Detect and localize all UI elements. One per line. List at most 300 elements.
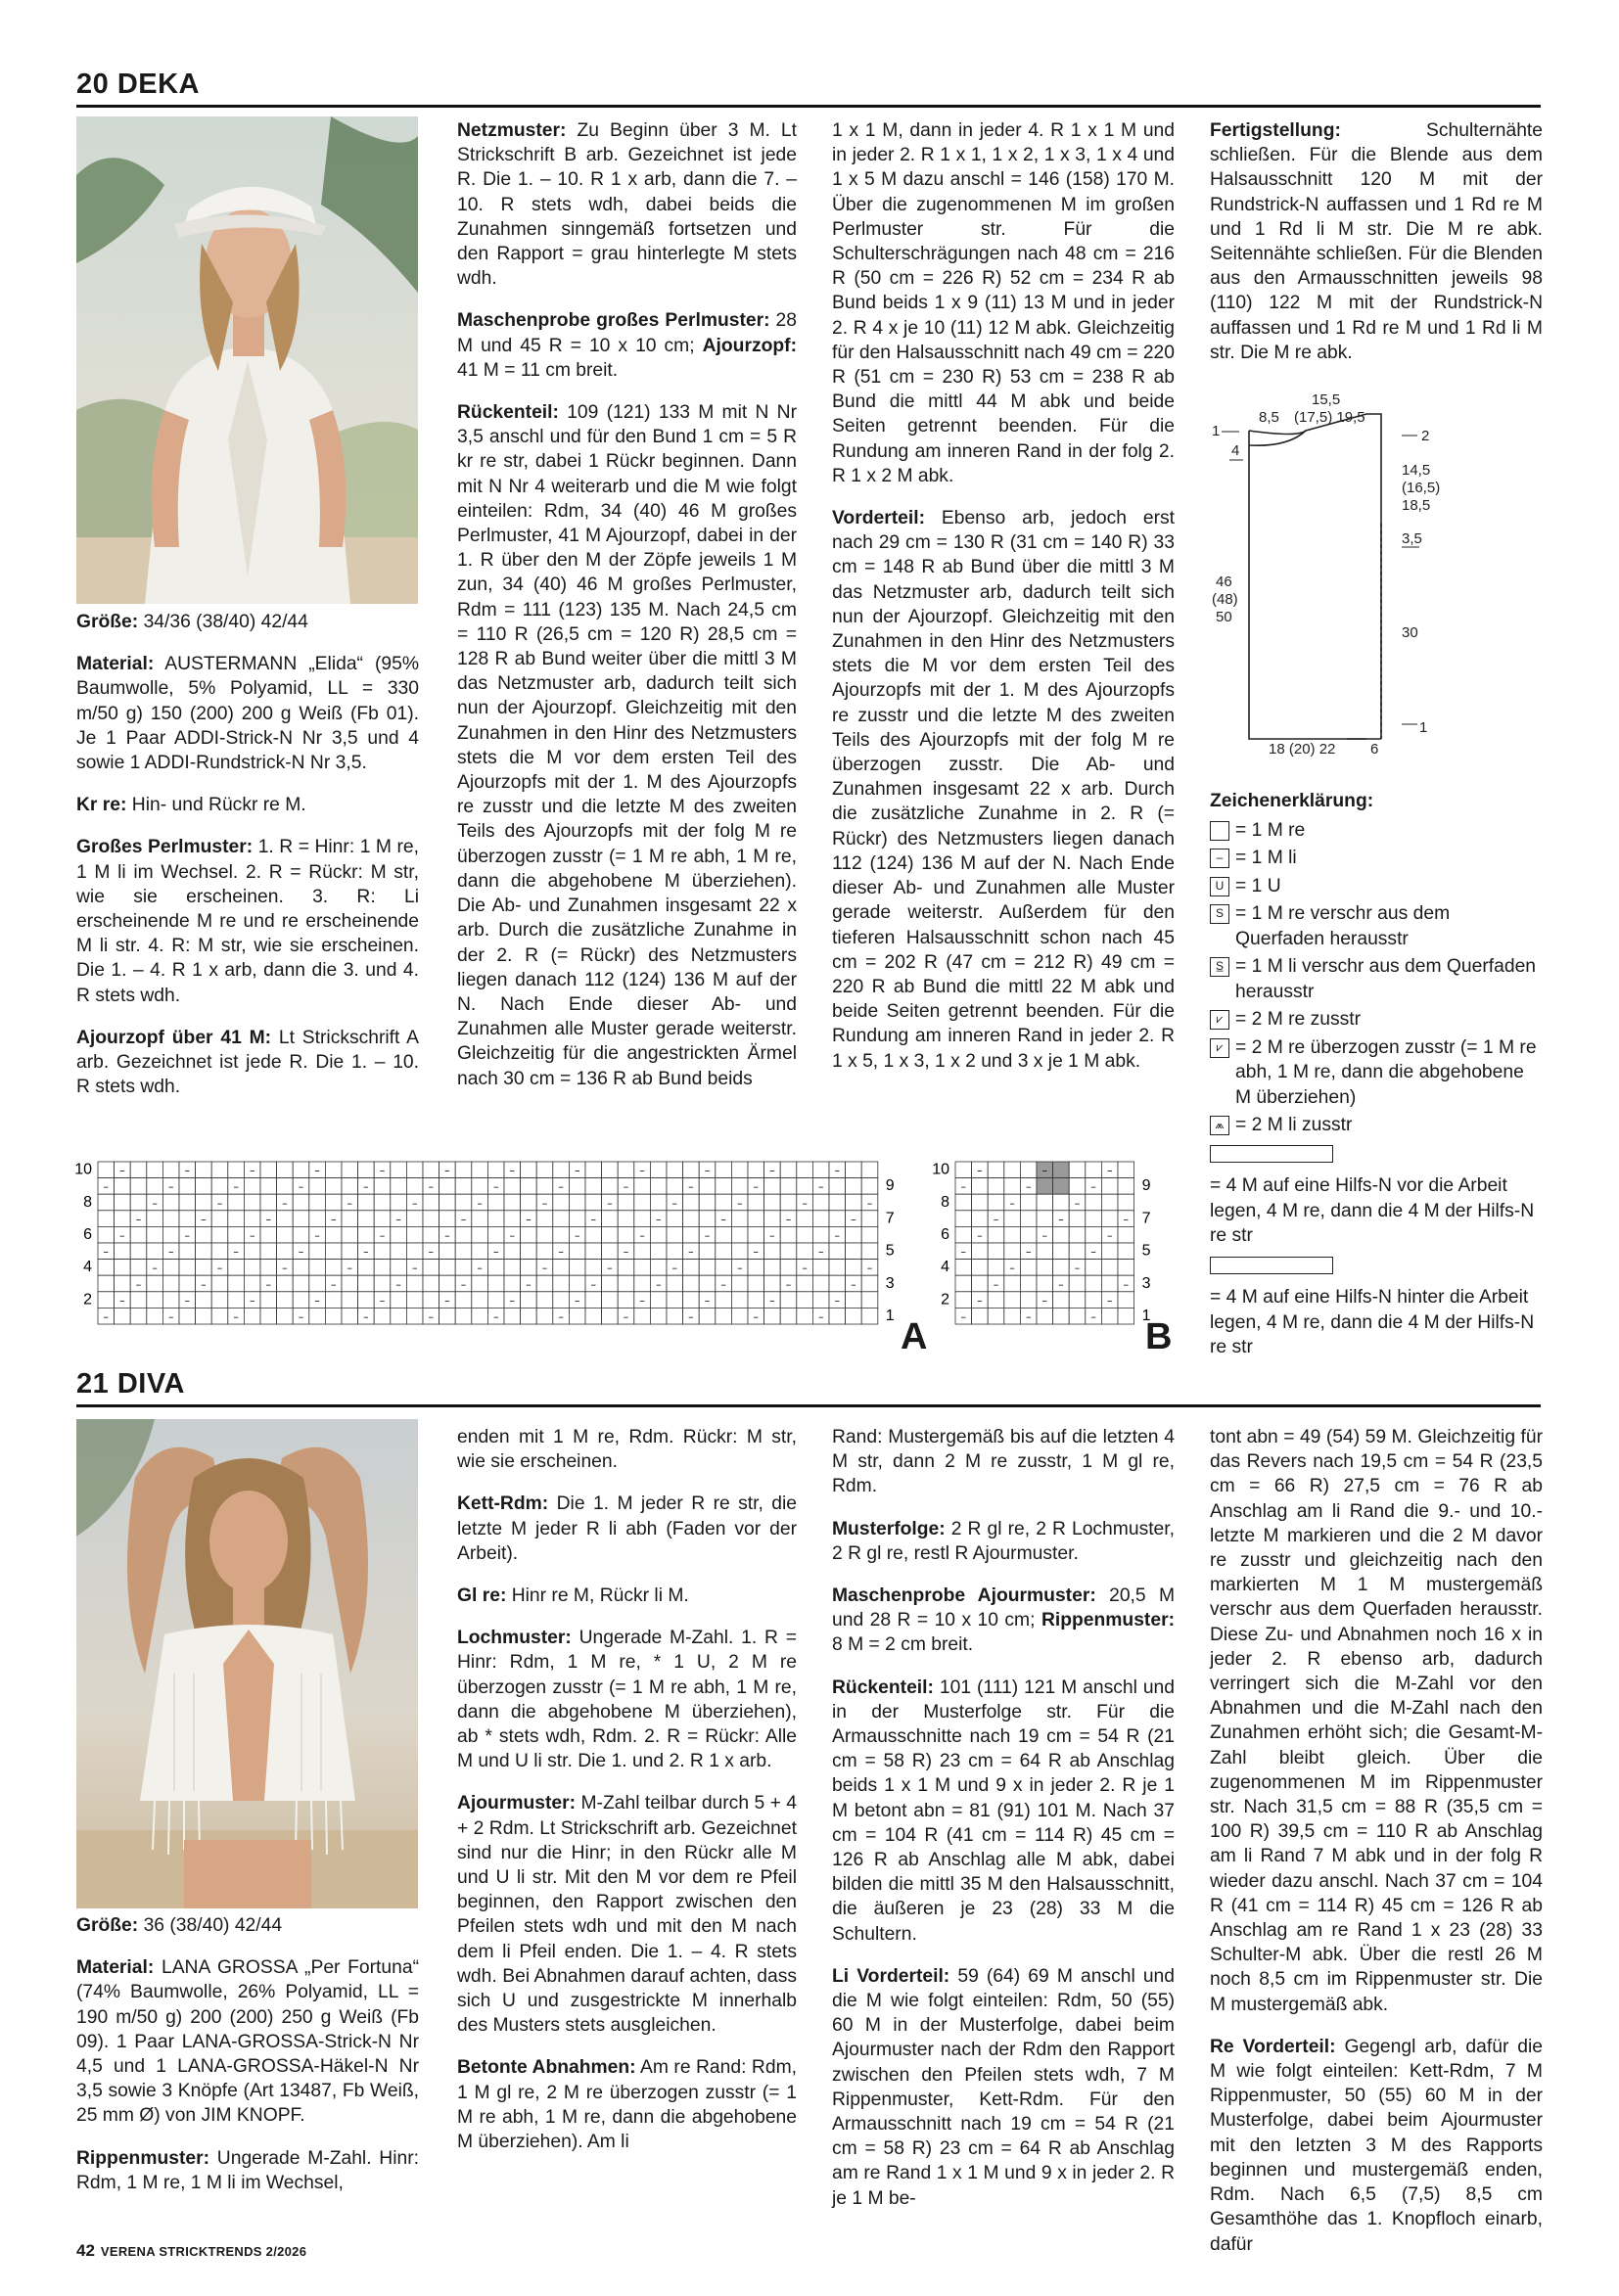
chart-cell xyxy=(358,1275,375,1292)
chart-stitch-symbol: – xyxy=(135,1213,142,1226)
cable-front-symbol-icon xyxy=(1210,1145,1333,1163)
chart-cell xyxy=(748,1292,764,1309)
chart-cell xyxy=(536,1308,553,1324)
chart-cell xyxy=(1020,1275,1037,1292)
chart-cell xyxy=(244,1178,260,1195)
chart-cell xyxy=(277,1243,294,1260)
chart-cell xyxy=(1086,1275,1102,1292)
chart-stitch-symbol: – xyxy=(639,1229,645,1242)
chart-cell xyxy=(342,1275,358,1292)
chart-stitch-symbol: – xyxy=(817,1245,824,1259)
chart-cell xyxy=(130,1308,147,1324)
chart-stitch-symbol: – xyxy=(817,1310,824,1323)
chart-cell xyxy=(731,1308,748,1324)
chart-stitch-symbol: – xyxy=(103,1245,110,1259)
legend-row-twisted-purl xyxy=(1210,954,1543,1004)
chart-stitch-symbol: – xyxy=(977,1229,983,1242)
chart-cell xyxy=(293,1292,309,1309)
chart-cell xyxy=(342,1162,358,1178)
chart-cell xyxy=(472,1243,488,1260)
chart-cell xyxy=(972,1178,989,1195)
chart-cell xyxy=(602,1178,619,1195)
chart-cell xyxy=(585,1178,602,1195)
chart-cell xyxy=(196,1292,212,1309)
chart-cell xyxy=(634,1260,651,1276)
chart-cell xyxy=(115,1308,131,1324)
chart-cell xyxy=(650,1308,667,1324)
livor2-value: tont abn = 49 (54) 59 M. Gleichzeitig für das Revers nach 19,5 cm = 54 R (23,5 cm = 66 R) 27,5 cm = 76 R ab Anschlag am li Rand die 9.- und 10.-letzte M markieren und die 2 M davor re zusstr und gleichzeitig nach den markierten M 1 M mustergemäß verschr aus dem Querfaden herausstr. Diese Zu- und Abnahmen noch 16 x in jeder 2. R ebenso arb, dadurch verringert sich die M-Zahl vor den Abnahmen und die M-Zahl nach den Zunahmen erhöht sich; die Gesamt-M-Zahl bleibt gleich. Über die zugenommenen M im Rippenmuster str. Nach 31,5 cm = 88 R (35,5 cm = 100 R) 39,5 cm = 110 R ab Anschlag am li Rand 7 M abk und in der folg R wieder dazu anschl. Nach 37 cm = 104 R (41 cm = 114 R) 45 cm = 126 R ab Anschlag am re Rand 1 x 23 (28) 33 Schulter-M abk. Über die restl 26 M noch 8,5 cm im Rippenmuster str. Die M mustergemäß abk. xyxy=(1210,1427,1543,2015)
chart-stitch-symbol: – xyxy=(201,1213,207,1226)
rippen-value: Ungerade M-Zahl. Hinr: Rdm, 1 M re, 1 M li im Wechsel, xyxy=(76,2147,419,2193)
chart-cell xyxy=(780,1243,797,1260)
chart-cell xyxy=(1069,1226,1086,1243)
chart-stitch-symbol: – xyxy=(720,1277,726,1291)
chart-cell xyxy=(406,1308,423,1324)
material-label: Material: xyxy=(76,1957,155,1979)
chart-stitch-symbol: – xyxy=(363,1245,369,1259)
chart-cell xyxy=(829,1275,846,1292)
chart-cell xyxy=(764,1260,781,1276)
chart-cell xyxy=(731,1162,748,1178)
chart-cell xyxy=(196,1243,212,1260)
chart-cell xyxy=(1037,1308,1053,1324)
diva-ajour xyxy=(457,1791,797,2038)
chart-cell xyxy=(585,1292,602,1309)
chart-cell xyxy=(1086,1226,1102,1243)
chart-cell xyxy=(211,1243,228,1260)
chart-stitch-symbol: – xyxy=(607,1262,613,1275)
chart-stitch-symbol: – xyxy=(314,1164,320,1177)
chart-cell xyxy=(667,1178,683,1195)
chart-stitch-symbol: – xyxy=(379,1164,386,1177)
chart-cell xyxy=(602,1226,619,1243)
chart-cell xyxy=(1069,1178,1086,1195)
diva-size xyxy=(76,1913,419,1938)
chart-cell xyxy=(780,1292,797,1309)
chart-stitch-symbol: – xyxy=(492,1245,499,1259)
chart-cell xyxy=(1101,1308,1118,1324)
chart-row-label-right: 3 xyxy=(885,1274,895,1292)
chart-cell xyxy=(569,1308,585,1324)
chart-cell xyxy=(196,1178,212,1195)
legend-row-cable-front xyxy=(1210,1141,1543,1249)
chart-cell xyxy=(988,1178,1004,1195)
chart-cell xyxy=(618,1292,634,1309)
chart-cell xyxy=(569,1260,585,1276)
chart-cell xyxy=(797,1162,813,1178)
chart-cell xyxy=(955,1162,972,1178)
chart-cell xyxy=(455,1194,472,1211)
chart-cell xyxy=(585,1162,602,1178)
chart-stitch-symbol: – xyxy=(655,1277,662,1291)
chart-cell xyxy=(553,1162,570,1178)
chart-cell xyxy=(260,1226,277,1243)
chart-cell xyxy=(585,1194,602,1211)
chart-cell xyxy=(260,1308,277,1324)
chart-cell xyxy=(472,1275,488,1292)
chart-stitch-symbol: – xyxy=(834,1294,841,1308)
chart-cell xyxy=(162,1292,179,1309)
chart-cell xyxy=(374,1194,391,1211)
photo-deka-image xyxy=(76,116,418,604)
chart-cell xyxy=(1118,1260,1134,1276)
twisted-knit-inc-symbol-icon: S xyxy=(1210,904,1229,924)
chart-cell xyxy=(260,1178,277,1195)
chart-cell xyxy=(196,1226,212,1243)
deka-ajour xyxy=(76,1026,419,1100)
chart-stitch-symbol: – xyxy=(574,1294,580,1308)
chart-cell xyxy=(955,1292,972,1309)
chart-stitch-symbol: – xyxy=(249,1229,255,1242)
chart-stitch-symbol: – xyxy=(558,1310,564,1323)
chart-cell xyxy=(162,1194,179,1211)
chart-stitch-symbol: – xyxy=(834,1229,841,1242)
chart-cell xyxy=(406,1211,423,1227)
chart-cell xyxy=(293,1194,309,1211)
vorder-label: Vorderteil: xyxy=(832,508,925,529)
fertig-value: Schulternähte schließen. Für die Blende aus dem Halsausschnitt 120 M mit der Rundstrick-N auffassen und 1 Rd re M und 1 Rd li M str. Die M re abk. Seitennähte schließen. Für die Blenden aus den Armausschnitten jeweils 98 (110) 122 M mit der Rundstrick-N auffassen und 1 Rd re M und 1 Rd li M str. Die M re abk. xyxy=(1210,120,1543,363)
diva-livor xyxy=(832,1964,1175,2211)
chart-cell xyxy=(147,1243,163,1260)
chart-cell xyxy=(487,1275,504,1292)
chart-cell xyxy=(406,1162,423,1178)
chart-cell xyxy=(487,1226,504,1243)
chart-stitch-symbol: – xyxy=(639,1294,645,1308)
chart-stitch-symbol: – xyxy=(184,1229,191,1242)
chart-stitch-symbol: – xyxy=(607,1196,613,1210)
chart-cell xyxy=(846,1194,862,1211)
chart-cell xyxy=(98,1275,115,1292)
chart-cell xyxy=(988,1292,1004,1309)
cable-back-symbol-icon xyxy=(1210,1257,1333,1274)
ruecken-value: 101 (111) 121 M anschl und in der Musterfolge str. Für die Armausschnitte nach 19 cm = 54 R (21 cm = 58 R) 23 cm = 64 R ab Anschlag beids 1 x 1 M und 9 x in jeder 2. R je 1 M betont abn = 81 (91) 101 M. Nach 37 cm = 104 R (41 cm = 114 R) 45 cm = 126 R ab Anschlag alle M abk, dabei bilden die mittl 35 M den Halsausschnitt, die äußeren je 23 (28) 33 M die Schultern. xyxy=(832,1676,1175,1945)
chart-stitch-symbol: – xyxy=(574,1229,580,1242)
chart-row-label-left: 8 xyxy=(83,1193,92,1211)
chart-stitch-symbol: – xyxy=(509,1229,516,1242)
chart-cell xyxy=(325,1243,342,1260)
diva-folge xyxy=(832,1517,1175,1566)
chart-cell xyxy=(179,1211,196,1227)
chart-cell xyxy=(277,1211,294,1227)
chart-cell xyxy=(244,1308,260,1324)
chart-cell xyxy=(1053,1243,1070,1260)
legend-text: = 4 M auf eine Hilfs-N hinter die Arbeit legen, 4 M re, dann die 4 M der Hilfs-N re str xyxy=(1210,1287,1535,1357)
chart-cell xyxy=(585,1308,602,1324)
chart-cell xyxy=(683,1275,700,1292)
chart-stitch-symbol: – xyxy=(233,1310,239,1323)
chart-cell xyxy=(325,1194,342,1211)
chart-cell xyxy=(472,1178,488,1195)
chart-cell xyxy=(1004,1226,1021,1243)
chart-cell xyxy=(699,1178,716,1195)
deka-ruecken xyxy=(457,400,797,1091)
knit-symbol-icon xyxy=(1210,821,1229,841)
chart-cell xyxy=(618,1226,634,1243)
chart-cell xyxy=(455,1226,472,1243)
chart-stitch-symbol: – xyxy=(541,1262,548,1275)
chart-cell xyxy=(1020,1211,1037,1227)
chart-stitch-symbol: – xyxy=(184,1294,191,1308)
chart-cell xyxy=(293,1211,309,1227)
livor-value: 59 (64) 69 M anschl und die M wie folgt einteilen: Rdm, 50 (55) 60 M in der Musterfolge, dabei beim Ajourmuster nach der Rdm den Rapport zwischen den Pfeilen stets wdh, 7 M Rippenmuster, Kett-Rdm. Für den Armausschnitt nach 19 cm = 54 R (21 cm = 58 R) 23 cm = 64 R ab Anschlag am re Rand 1 x 1 M und 9 x in jeder 2. R je 1 M be- xyxy=(832,1965,1175,2209)
chart-stitch-symbol: – xyxy=(477,1262,483,1275)
chart-cell xyxy=(423,1194,439,1211)
chart-row-label-right: 7 xyxy=(885,1210,895,1227)
chart-cell xyxy=(1069,1275,1086,1292)
chart-cell xyxy=(829,1243,846,1260)
perl-label: Großes Perlmuster: xyxy=(76,837,254,858)
chart-cell xyxy=(472,1226,488,1243)
chart-cell xyxy=(391,1178,407,1195)
chart-cell xyxy=(228,1226,245,1243)
chart-cell xyxy=(1101,1178,1118,1195)
chart-cell xyxy=(358,1292,375,1309)
chart-cell xyxy=(277,1275,294,1292)
chart-cell xyxy=(716,1194,732,1211)
chart-cell xyxy=(130,1162,147,1178)
chart-cell xyxy=(748,1275,764,1292)
chart-cell xyxy=(1053,1260,1070,1276)
schematic-mid: 30 xyxy=(1402,624,1418,641)
chart-cell xyxy=(972,1211,989,1227)
chart-cell xyxy=(861,1275,878,1292)
chart-cell xyxy=(569,1178,585,1195)
legend-text: = 1 M re xyxy=(1235,819,1306,841)
material-value: LANA GROSSA „Per Fortuna“ (74% Baumwolle, 26% Polyamid, LL = 190 m/50 g) 200 (200) 250 g Weiß (Fb 09). 1 Paar LANA-GROSSA-Strick-N Nr 4,5 und 1 LANA-GROSSA-Häkel-N Nr 3,5 sowie 3 Knöpfe (Art 13487, Fb Weiß, 25 mm Ø) von JIM KNOPF. xyxy=(76,1957,420,2127)
deka-vorder xyxy=(832,506,1175,1074)
chart-stitch-symbol: – xyxy=(1106,1164,1113,1177)
chart-cell xyxy=(846,1226,862,1243)
chart-stitch-symbol: – xyxy=(704,1164,711,1177)
chart-cell xyxy=(423,1260,439,1276)
chart-cell xyxy=(1069,1162,1086,1178)
kett-label: Kett-Rdm: xyxy=(457,1493,549,1515)
chart-stitch-symbol: – xyxy=(330,1213,337,1226)
chart-cell xyxy=(130,1226,147,1243)
chart-stitch-symbol: – xyxy=(1025,1180,1032,1194)
chart-stitch-symbol: – xyxy=(428,1180,435,1194)
chart-stitch-symbol: – xyxy=(851,1277,856,1291)
chart-cell xyxy=(618,1260,634,1276)
chart-stitch-symbol: – xyxy=(492,1310,499,1323)
chart-stitch-symbol: – xyxy=(623,1310,629,1323)
chart-cell xyxy=(162,1226,179,1243)
ruecken-label: Rückenteil: xyxy=(457,402,559,424)
chart-cell xyxy=(374,1243,391,1260)
chart-stitch-symbol: – xyxy=(298,1245,304,1259)
chart-cell xyxy=(439,1178,456,1195)
chart-cell xyxy=(521,1178,537,1195)
chart-cell xyxy=(98,1162,115,1178)
chart-cell xyxy=(1101,1211,1118,1227)
chart-row-label-left: 6 xyxy=(83,1226,92,1243)
chart-cell xyxy=(309,1243,326,1260)
chart-stitch-symbol: – xyxy=(167,1245,174,1259)
chart-stitch-symbol: – xyxy=(395,1277,401,1291)
chart-cell xyxy=(423,1211,439,1227)
chart-cell xyxy=(731,1292,748,1309)
chart-stitch-symbol: – xyxy=(688,1245,694,1259)
chart-cell xyxy=(699,1194,716,1211)
chart-cell xyxy=(358,1194,375,1211)
chart-cell xyxy=(1037,1275,1053,1292)
chart-cell xyxy=(1020,1260,1037,1276)
folge-label: Musterfolge: xyxy=(832,1518,946,1539)
chart-row-label-right: 9 xyxy=(885,1177,895,1195)
chart-cell xyxy=(455,1260,472,1276)
chart-cell xyxy=(602,1162,619,1178)
chart-cell xyxy=(1118,1292,1134,1309)
chart-cell xyxy=(293,1275,309,1292)
chart-row-label-right: 7 xyxy=(1141,1210,1151,1227)
schematic-s1: 1 xyxy=(1212,423,1221,439)
chart-stitch-symbol: – xyxy=(444,1164,450,1177)
chart-cell xyxy=(487,1194,504,1211)
chart-cell xyxy=(846,1243,862,1260)
chart-cell xyxy=(829,1178,846,1195)
chart-cell xyxy=(988,1194,1004,1211)
twisted-purl-inc-symbol-icon: S̲ xyxy=(1210,957,1229,977)
chart-cell xyxy=(1118,1178,1134,1195)
schematic-top-c: (17,5) 19,5 xyxy=(1294,409,1365,426)
revor-value: Gegengl arb, dafür die M wie folgt einteilen: Kett-Rdm, 7 M Rippenmuster, 50 (55) 60 M in der Musterfolge, dabei beim Ajourmuster mit den letzten 3 M des Rapports beginnen und mustergemäß enden, Rdm. Nach 6,5 (7,5) 8,5 cm Gesamthöhe das 1. Knopfloch einarb, dafür xyxy=(1210,2036,1544,2255)
schematic-b1: 1 xyxy=(1419,719,1428,736)
chart-b-label: B xyxy=(1145,1316,1173,1357)
chart-stitch-symbol: – xyxy=(1041,1164,1048,1177)
chart-cell xyxy=(683,1194,700,1211)
size-value: 36 (38/40) 42/44 xyxy=(143,1915,283,1936)
chart-cell xyxy=(98,1194,115,1211)
chart-stitch-symbol: – xyxy=(216,1262,223,1275)
legend-title: Zeichenerklärung: xyxy=(1210,791,1374,811)
chart-cell xyxy=(536,1292,553,1309)
chart-cell xyxy=(634,1211,651,1227)
schematic-s2: 2 xyxy=(1421,428,1430,444)
chart-cell xyxy=(634,1308,651,1324)
chart-stitch-symbol: – xyxy=(428,1245,435,1259)
chart-cell xyxy=(423,1292,439,1309)
chart-cell xyxy=(130,1243,147,1260)
chart-stitch-symbol: – xyxy=(736,1262,743,1275)
chart-cell xyxy=(536,1162,553,1178)
chart-stitch-symbol: – xyxy=(558,1180,564,1194)
chart-cell xyxy=(521,1260,537,1276)
schematic-top-a: 8,5 xyxy=(1259,409,1279,426)
chart-cell xyxy=(521,1292,537,1309)
chart-cell xyxy=(228,1275,245,1292)
chart-cell xyxy=(162,1260,179,1276)
chart-cell xyxy=(244,1211,260,1227)
chart-cell xyxy=(504,1211,521,1227)
legend-text: = 2 M re überzogen zusstr (= 1 M re abh, 1 M re, dann die abgehobene M überziehen) xyxy=(1235,1036,1537,1108)
chart-stitch-symbol: – xyxy=(1090,1245,1096,1259)
chart-cell xyxy=(179,1243,196,1260)
chart-stitch-symbol: – xyxy=(314,1294,320,1308)
chart-cell xyxy=(211,1211,228,1227)
chart-cell xyxy=(244,1194,260,1211)
chart-cell xyxy=(1069,1292,1086,1309)
chart-cell xyxy=(536,1226,553,1243)
chart-cell xyxy=(569,1243,585,1260)
chart-stitch-symbol: – xyxy=(265,1277,272,1291)
deka-perl xyxy=(76,835,419,1007)
chart-cell xyxy=(699,1260,716,1276)
chart-cell xyxy=(358,1260,375,1276)
chart-cell xyxy=(1020,1162,1037,1178)
legend-row-yo xyxy=(1210,874,1543,899)
chart-stitch-symbol: – xyxy=(509,1294,516,1308)
chart-cell xyxy=(1053,1178,1070,1195)
chart-cell xyxy=(1118,1308,1134,1324)
revor-label: Re Vorderteil: xyxy=(1210,2036,1336,2057)
chart-cell xyxy=(455,1308,472,1324)
chart-cell xyxy=(553,1275,570,1292)
chart-cell xyxy=(972,1275,989,1292)
chart-cell xyxy=(780,1194,797,1211)
chart-cell xyxy=(1101,1243,1118,1260)
legend-text: = 2 M li zusstr xyxy=(1235,1115,1353,1135)
chart-cell xyxy=(277,1308,294,1324)
diva-column-1 xyxy=(76,1913,419,2213)
chart-cell xyxy=(211,1275,228,1292)
chart-cell xyxy=(634,1275,651,1292)
chart-cell xyxy=(342,1226,358,1243)
chart-cell xyxy=(487,1292,504,1309)
chart-cell xyxy=(504,1260,521,1276)
chart-cell xyxy=(618,1275,634,1292)
chart-cell xyxy=(374,1275,391,1292)
ssk-symbol-icon: ⩗ xyxy=(1210,1038,1229,1058)
chart-stitch-symbol: – xyxy=(119,1294,125,1308)
chart-cell xyxy=(391,1226,407,1243)
chart-cell xyxy=(211,1226,228,1243)
chart-cell xyxy=(196,1162,212,1178)
knitting-chart-a xyxy=(74,1160,895,1355)
chart-cell xyxy=(667,1292,683,1309)
chart-cell xyxy=(1004,1243,1021,1260)
chart-cell xyxy=(277,1226,294,1243)
chart-cell xyxy=(406,1275,423,1292)
chart-cell xyxy=(1053,1292,1070,1309)
chart-cell xyxy=(521,1308,537,1324)
chart-cell xyxy=(391,1292,407,1309)
chart-cell xyxy=(667,1226,683,1243)
chart-cell xyxy=(98,1226,115,1243)
chart-cell xyxy=(972,1260,989,1276)
chart-cell xyxy=(955,1194,972,1211)
legend-text: = 1 M li xyxy=(1235,848,1297,868)
chart-cell xyxy=(1037,1243,1053,1260)
chart-cell xyxy=(812,1194,829,1211)
chart-cell xyxy=(797,1275,813,1292)
schematic-left3: 50 xyxy=(1216,609,1232,625)
ajour-label: Ajourzopf über 41 M: xyxy=(76,1027,272,1048)
chart-cell xyxy=(650,1292,667,1309)
chart-cell xyxy=(1069,1243,1086,1260)
deka-column-2 xyxy=(457,118,797,1109)
chart-cell xyxy=(569,1275,585,1292)
chart-cell xyxy=(829,1194,846,1211)
diva-material xyxy=(76,1955,419,2128)
chart-stitch-symbol: – xyxy=(201,1277,207,1291)
chart-cell xyxy=(602,1292,619,1309)
chart-cell xyxy=(731,1226,748,1243)
ruecken2-value: 1 x 1 M, dann in jeder 4. R 1 x 1 M und in jeder 2. R 1 x 1, 1 x 2, 1 x 3, 1 x 4 und 1 x 5 M dazu anschl = 146 (158) 170 M. Über die zugenommenen M im großen Perlmuster str. Für die Schulterschrägungen nach 48 cm = 216 R (50 cm = 226 R) 52 cm = 234 R ab Bund beids 1 x 9 (11) 13 M und in jeder 2. R 4 x je 10 (11) 12 M abk. Gleichzeitig für den Halsausschnitt nach 49 cm = 220 R (51 cm = 230 R) 53 cm = 238 R ab Bund die mittl 44 M abk und beide Seiten getrennt beenden. Für die Rundung am inneren Rand in der folg 2. R 1 x 2 M abk. xyxy=(832,120,1175,486)
legend-text: = 4 M auf eine Hilfs-N vor die Arbeit legen, 4 M re, dann die 4 M der Hilfs-N re str xyxy=(1210,1175,1535,1246)
chart-stitch-symbol: – xyxy=(671,1196,678,1210)
chart-stitch-symbol: – xyxy=(960,1310,967,1323)
chart-stitch-symbol: – xyxy=(1041,1229,1048,1242)
